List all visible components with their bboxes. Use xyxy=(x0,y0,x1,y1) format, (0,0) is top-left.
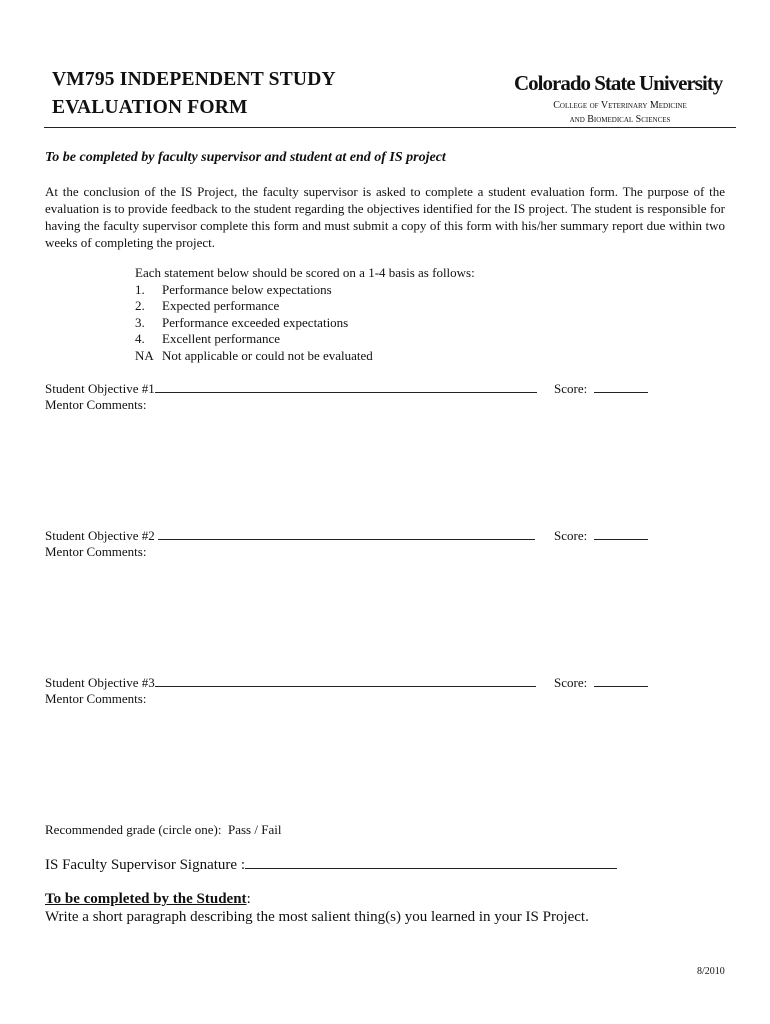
objective-3-score-field[interactable] xyxy=(594,675,648,687)
scale-item-number: NA xyxy=(135,347,154,363)
objective-1-score xyxy=(554,381,648,397)
objective-2 xyxy=(45,528,535,544)
instructions-paragraph: At the conclusion of the IS Project, the faculty supervisor is asked to complete a student evaluation form. The purpose of the evaluation is to provide feedback to the student regarding the objectives identified for the IS project. The student is responsible for having the faculty supervisor complete this form and must submit a copy of this form with his/her summary report due within two weeks of completing the project. xyxy=(45,184,725,250)
objective-2-score xyxy=(554,528,648,544)
objective-2-label: Student Objective #2 xyxy=(45,528,155,543)
objective-3-field[interactable] xyxy=(155,675,536,687)
scale-item-text: Not applicable or could not be evaluated xyxy=(162,347,373,363)
objective-3 xyxy=(45,675,536,691)
signature-field[interactable] xyxy=(245,856,617,869)
scale-item-text: Excellent performance xyxy=(162,331,281,346)
scale-item-text: Expected performance xyxy=(162,298,280,313)
objective-1-score-field[interactable] xyxy=(594,381,648,393)
objective-3-comments-label: Mentor Comments: xyxy=(45,691,147,706)
scale-item xyxy=(135,315,475,332)
signature-label: IS Faculty Supervisor Signature : xyxy=(45,857,245,873)
objective-1-field[interactable] xyxy=(155,381,537,393)
objective-1 xyxy=(45,381,537,397)
scale-item-number: 3. xyxy=(135,314,145,330)
objective-2-comments-label: Mentor Comments: xyxy=(45,544,147,559)
scale-intro: Each statement below should be scored on a 1-4 basis as follows: xyxy=(135,265,475,280)
header-divider xyxy=(44,127,736,128)
grade-label: Recommended grade (circle one): xyxy=(45,822,222,837)
scale-item-number: 2. xyxy=(135,298,145,313)
scale-item xyxy=(135,331,475,348)
scale-item-text: Performance below expectations xyxy=(162,281,332,297)
objective-2-score-field[interactable] xyxy=(594,528,648,540)
scale-item xyxy=(135,348,475,365)
scale-item-text: Performance exceeded expectations xyxy=(162,314,349,330)
objective-3-score xyxy=(554,675,648,691)
grade-options[interactable]: Pass / Fail xyxy=(228,822,282,837)
objective-3-label: Student Objective #3 xyxy=(45,675,155,690)
scale-item-number: 1. xyxy=(135,281,145,297)
recommended-grade xyxy=(45,822,281,838)
objective-3-comments-area[interactable] xyxy=(45,709,735,814)
scale-item xyxy=(135,298,475,315)
student-section-heading xyxy=(45,891,251,908)
score-label: Score: xyxy=(554,381,588,396)
form-title xyxy=(52,68,336,120)
scale-item xyxy=(135,282,475,299)
objective-2-field[interactable] xyxy=(158,528,535,540)
revision-date: 8/2010 xyxy=(697,966,725,977)
score-label: Score: xyxy=(554,528,588,543)
university-logo: Colorado State University xyxy=(514,71,723,95)
scoring-scale xyxy=(135,265,475,364)
title-line-2: EVALUATION FORM xyxy=(52,97,248,118)
objective-2-comments-area[interactable] xyxy=(45,562,735,667)
student-instruction: Write a short paragraph describing the most salient thing(s) you learned in your IS Project. xyxy=(45,909,589,925)
objective-1-label: Student Objective #1 xyxy=(45,381,155,396)
objective-1-comments-area[interactable] xyxy=(45,415,735,520)
title-line-1: VM795 INDEPENDENT STUDY xyxy=(52,69,336,90)
college-line-2: and Biomedical Sciences xyxy=(569,114,671,125)
student-heading-text: To be completed by the Student xyxy=(45,891,247,907)
college-line-1: College of Veterinary Medicine xyxy=(553,100,687,111)
supervisor-signature xyxy=(45,856,617,874)
scale-item-number: 4. xyxy=(135,331,145,346)
objective-1-comments-label: Mentor Comments: xyxy=(45,397,147,412)
college-name xyxy=(520,99,720,127)
instructions-subheading: To be completed by faculty supervisor and student at end of IS project xyxy=(45,150,446,165)
student-heading-colon: : xyxy=(246,891,251,907)
score-label: Score: xyxy=(554,675,588,690)
